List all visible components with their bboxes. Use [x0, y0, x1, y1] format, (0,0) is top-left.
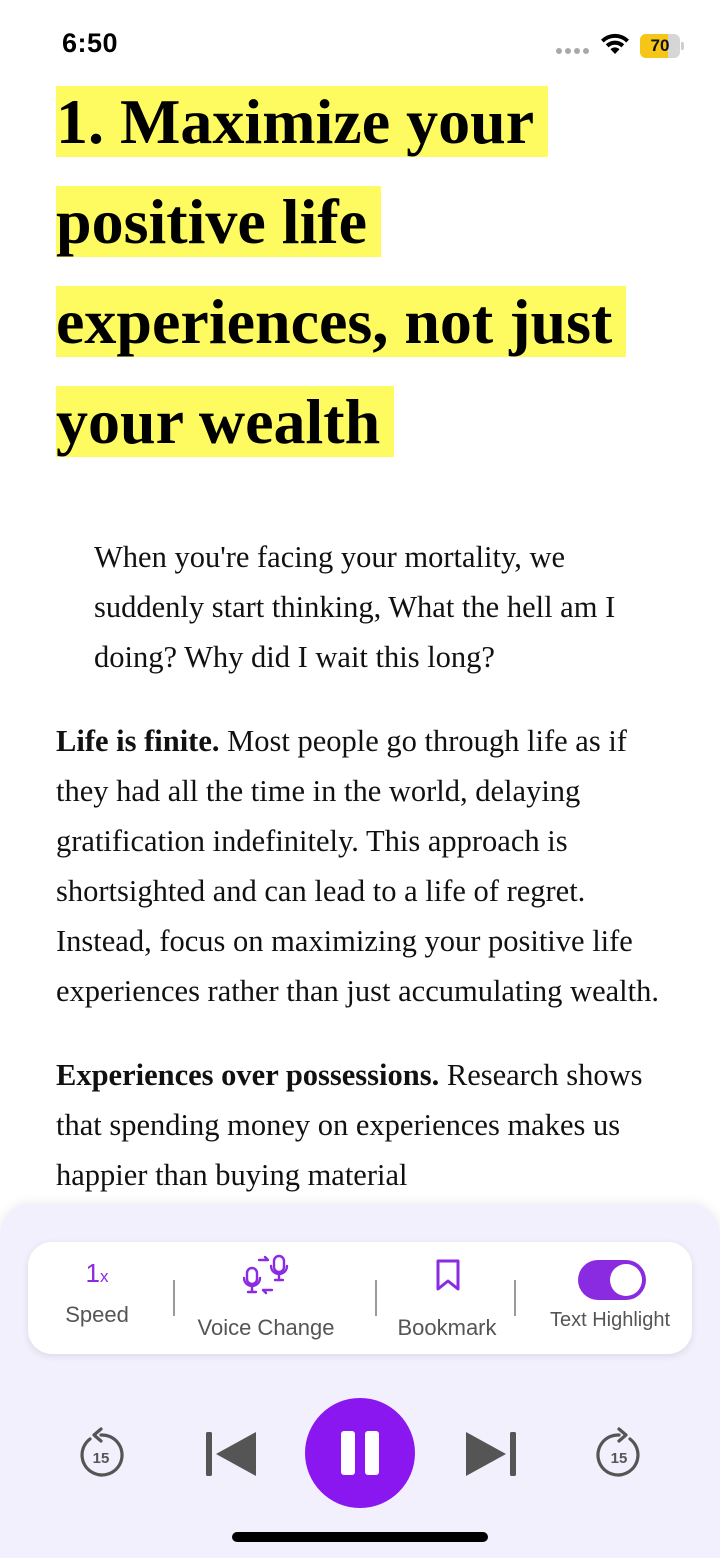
audio-player-panel: [0, 1204, 720, 1558]
toggle-knob: [610, 1264, 642, 1296]
highlighted-title-text: 1. Maximize your positive life experiences, not just your wealth: [56, 86, 626, 457]
svg-text:15: 15: [92, 1450, 110, 1467]
cellular-signal-icon: [556, 48, 589, 54]
pause-button[interactable]: [305, 1398, 415, 1508]
bookmark-icon: [434, 1258, 462, 1292]
player-options-card: [28, 1242, 692, 1354]
playback-controls: [0, 1398, 720, 1508]
divider: [375, 1280, 377, 1316]
divider: [173, 1280, 175, 1316]
voice-change-icon: [243, 1252, 289, 1298]
bookmark-button[interactable]: [382, 1242, 512, 1354]
forward-15-button[interactable]: [594, 1426, 644, 1478]
next-track-button[interactable]: [462, 1430, 518, 1478]
skip-next-icon: [462, 1430, 518, 1478]
paragraph-lead: Experiences over possessions.: [56, 1058, 440, 1092]
paragraph-text: Most people go through life as if they had all the time in the world, delaying gratification indefinitely. This approach is shortsighted and can lead to a life of regret. Instead, focus on maximizing your positive life experiences rather than just accumulating wealth.: [56, 724, 659, 1008]
wifi-icon: [598, 32, 632, 56]
voice-change-button[interactable]: [180, 1242, 352, 1354]
text-highlight-label: Text Highlight: [549, 1309, 671, 1331]
divider: [514, 1280, 516, 1316]
bookmark-label: Bookmark: [397, 1315, 497, 1340]
battery-indicator: [640, 34, 684, 58]
forward-15-icon: [594, 1426, 644, 1478]
article-quote: When you're facing your mortality, we suddenly start thinking, What the hell am I doing? Why did I wait this long?: [94, 540, 616, 674]
rewind-15-button[interactable]: [76, 1426, 126, 1478]
skip-previous-icon: [204, 1430, 260, 1478]
article-content: [56, 82, 666, 1200]
speed-button[interactable]: [38, 1242, 156, 1354]
speed-label: Speed: [65, 1302, 129, 1327]
battery-percent: 70: [650, 36, 670, 55]
text-highlight-option: [528, 1242, 692, 1354]
paragraph-lead: Life is finite.: [56, 724, 220, 758]
article-title: [56, 72, 666, 472]
svg-text:15: 15: [610, 1450, 628, 1467]
speed-value: 1x: [85, 1258, 109, 1288]
pause-icon: [341, 1431, 355, 1475]
voice-change-label: Voice Change: [197, 1315, 335, 1340]
pause-icon: [365, 1431, 379, 1475]
status-time: 6:50: [62, 28, 119, 58]
article-paragraph: [56, 1050, 668, 1200]
article-paragraph: [56, 716, 668, 1016]
paragraph-text: Research shows that spending money on experiences makes us happier than buying material: [56, 1058, 643, 1192]
home-indicator: [232, 1532, 488, 1542]
status-bar: [0, 0, 720, 80]
text-highlight-toggle[interactable]: [578, 1260, 646, 1300]
rewind-15-icon: [76, 1426, 126, 1478]
previous-track-button[interactable]: [204, 1430, 260, 1478]
